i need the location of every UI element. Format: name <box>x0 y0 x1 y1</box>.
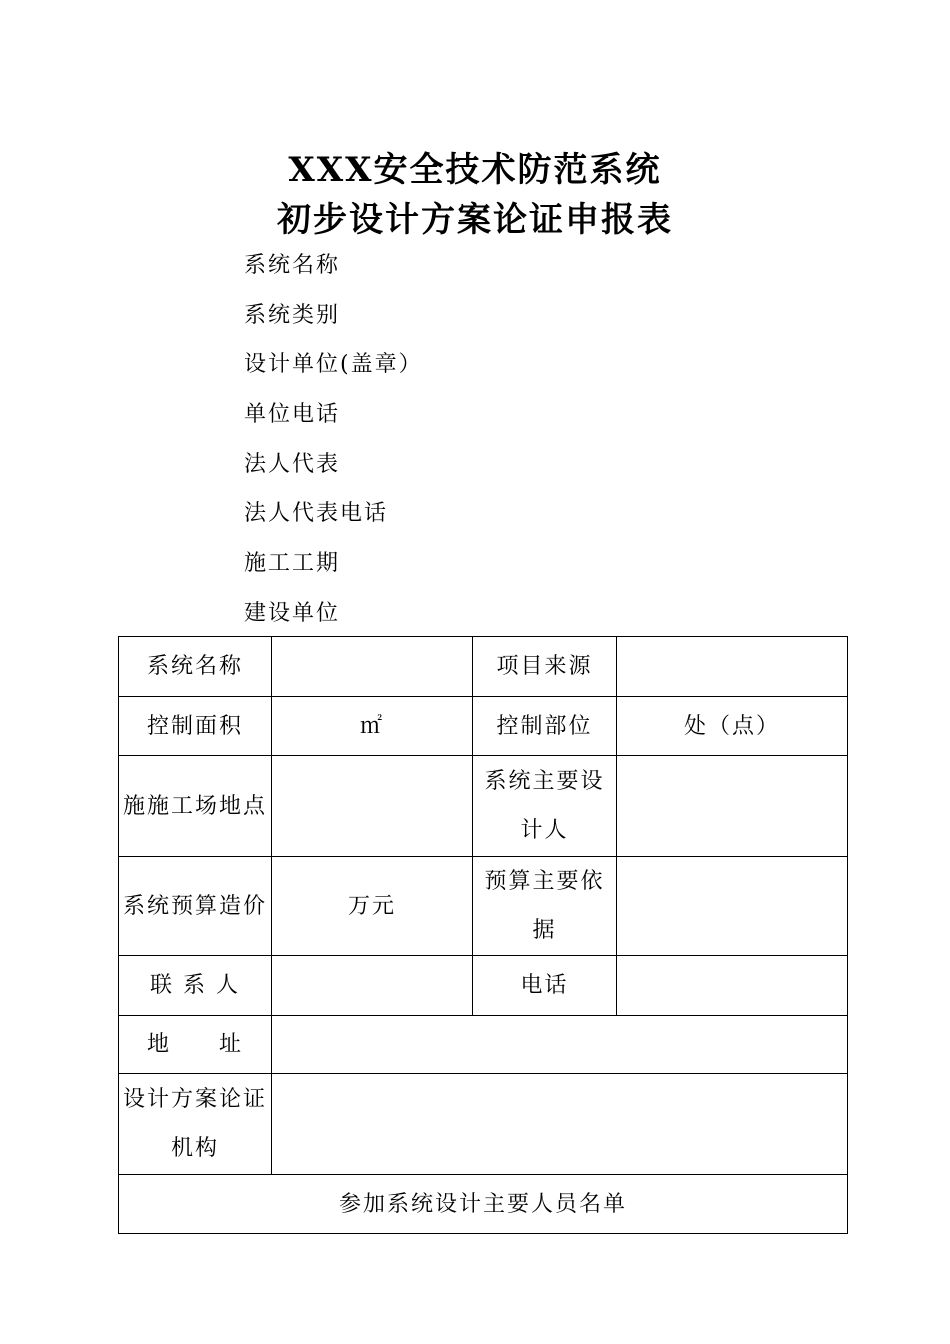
value-phone[interactable] <box>617 956 848 1016</box>
field-legal-rep-phone: 法人代表电话 <box>244 501 389 526</box>
label-review-org: 设计方案论证机构 <box>119 1074 272 1175</box>
label-control-area: 控制面积 <box>119 697 272 756</box>
value-budget-basis[interactable] <box>617 857 848 956</box>
label-address: 地 址 <box>119 1016 272 1074</box>
value-control-area[interactable]: ㎡ <box>272 697 473 756</box>
staff-list-heading: 参加系统设计主要人员名单 <box>119 1175 848 1234</box>
field-design-unit: 设计单位(盖章） <box>244 352 423 377</box>
label-system-name: 系统名称 <box>119 637 272 697</box>
value-site-location[interactable] <box>272 756 473 857</box>
label-main-designer: 系统主要设计人 <box>473 756 617 857</box>
value-main-designer[interactable] <box>617 756 848 857</box>
field-legal-rep: 法人代表 <box>244 452 341 477</box>
field-unit-phone: 单位电话 <box>244 402 341 427</box>
label-project-source: 项目来源 <box>473 637 617 697</box>
value-control-parts[interactable]: 处（点） <box>617 697 848 756</box>
label-site-location: 施施工场地点 <box>119 756 272 857</box>
label-control-parts: 控制部位 <box>473 697 617 756</box>
value-project-source[interactable] <box>617 637 848 697</box>
value-system-name[interactable] <box>272 637 473 697</box>
value-review-org[interactable] <box>272 1074 848 1175</box>
label-contact: 联 系 人 <box>119 956 272 1016</box>
value-budget-cost[interactable]: 万元 <box>272 857 473 956</box>
field-system-category: 系统类别 <box>244 303 341 328</box>
field-construction-unit: 建设单位 <box>244 601 341 626</box>
field-construction-period: 施工工期 <box>244 551 341 576</box>
label-budget-basis: 预算主要依据 <box>473 857 617 956</box>
form-title-line-1: XXX安全技术防范系统 <box>288 150 662 190</box>
application-table <box>118 636 848 1234</box>
value-address[interactable] <box>272 1016 848 1074</box>
value-contact[interactable] <box>272 956 473 1016</box>
label-phone: 电话 <box>473 956 617 1016</box>
label-budget-cost: 系统预算造价 <box>119 857 272 956</box>
form-title-line-2: 初步设计方案论证申报表 <box>277 200 673 240</box>
field-system-name: 系统名称 <box>244 253 341 278</box>
